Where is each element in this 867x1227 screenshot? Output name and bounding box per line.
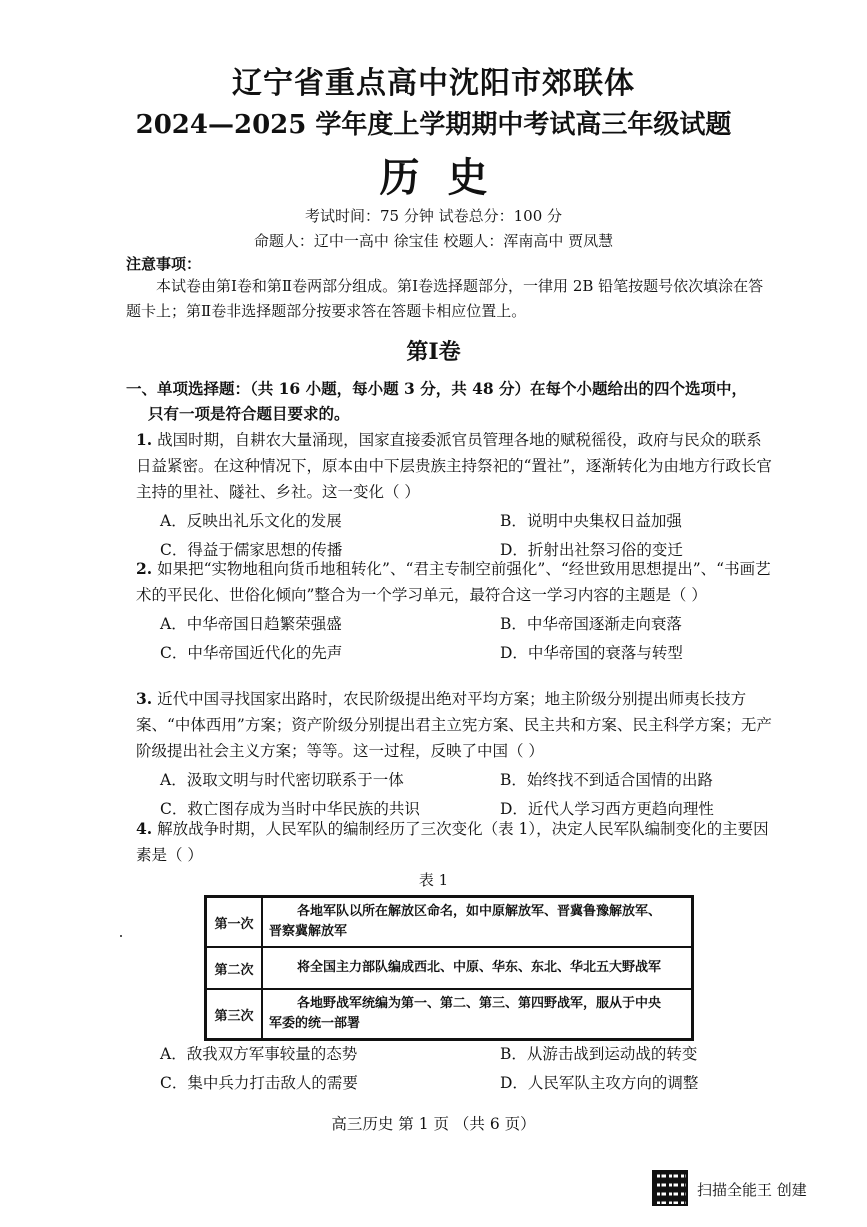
option-b: B．中华帝国逐渐走向衰落 — [500, 615, 682, 633]
question-text: 近代中国寻找国家出路时，农民阶级提出绝对平均方案；地主阶级分别提出师夷长技方案、“中体西用”方案；资产阶级分别提出君主立宪方案、民主共和方案、民主科学方案；无产阶级提出社会主义方案；等等。这一过程，反映了中国（ ） — [136, 690, 772, 760]
exam-term-title: 2024—2025 学年度上学期期中考试高三年级试题 — [135, 110, 732, 140]
question-4-options — [136, 1038, 776, 1096]
question-text: 如果把“实物地租向货币地租转化”、“君主专制空前强化”、“经世致用思想提出”、“书画艺术的平民化、世俗化倾向”整合为一个学习单元，最符合这一学习内容的主题是（ ） — [136, 560, 771, 604]
volume-title: 第Ⅰ卷 — [406, 339, 461, 365]
option-c: C．集中兵力打击敌人的需要 — [160, 1074, 358, 1092]
table-row — [206, 947, 693, 989]
question-stem — [136, 556, 776, 608]
question-number: 2. — [136, 559, 153, 578]
option-c: C．得益于儒家思想的传播 — [160, 541, 343, 559]
option-d: D．中华帝国的衰落与转型 — [500, 644, 683, 662]
table-row-header: 第二次 — [206, 947, 263, 989]
scanner-watermark: 扫描全能王 创建 — [697, 1181, 807, 1199]
options — [136, 611, 776, 666]
question-2 — [136, 556, 776, 666]
options — [136, 767, 776, 822]
question-number: 3. — [136, 689, 153, 708]
exam-alliance-title: 辽宁省重点高中沈阳市郊联体 — [232, 66, 635, 101]
table-cell-line: 各地军队以所在解放区命名，如中原解放军、晋冀鲁豫解放军、 — [297, 904, 662, 919]
option-a: A．汲取文明与时代密切联系于一体 — [160, 771, 404, 789]
table-row-header: 第三次 — [206, 989, 263, 1040]
option-a: A．中华帝国日趋繁荣强盛 — [160, 615, 342, 633]
section-heading-line2: 只有一项是符合题目要求的。 — [148, 404, 350, 423]
question-4 — [136, 816, 776, 868]
option-c: C．救亡图存成为当时中华民族的共识 — [160, 800, 420, 818]
options — [136, 508, 776, 563]
qr-code-icon — [652, 1170, 688, 1206]
option-b: B．说明中央集权日益加强 — [500, 512, 682, 530]
question-stem — [136, 816, 776, 868]
question-stem — [136, 686, 776, 764]
table-row — [206, 989, 693, 1040]
question-1 — [136, 427, 776, 563]
table-cell-line: 各地野战军统编为第一、第二、第三、第四野战军，服从于中央 — [297, 996, 662, 1011]
table-cell — [262, 947, 693, 989]
section-heading-line1: 一、单项选择题：（共 16 小题，每小题 3 分，共 48 分）在每个小题给出的四个选项中， — [126, 379, 748, 398]
option-b: B．从游击战到运动战的转变 — [500, 1045, 698, 1063]
question-text: 战国时期，自耕农大量涌现，国家直接委派官员管理各地的赋税徭役，政府与民众的联系日益紧密。在这种情况下，原本由中下层贵族主持祭祀的“置社”，逐渐转化为由地方行政长官主持的里社、隧社、乡社。这一变化（ ） — [136, 431, 772, 501]
option-a: A．反映出礼乐文化的发展 — [160, 512, 342, 530]
subject-title: 历史 — [379, 154, 516, 201]
table-cell — [262, 897, 693, 948]
table-cell — [262, 989, 693, 1040]
option-b: B．始终找不到适合国情的出路 — [500, 771, 713, 789]
question-text: 解放战争时期，人民军队的编制经历了三次变化（表 1），决定人民军队编制变化的主要因素是（ ） — [136, 820, 769, 864]
option-c: C．中华帝国近代化的先声 — [160, 644, 343, 662]
options — [136, 1041, 776, 1096]
exam-authors: 命题人：辽中一高中 徐宝佳 校题人：浑南高中 贾凤慧 — [253, 232, 614, 250]
option-d: D．近代人学习西方更趋向理性 — [500, 800, 714, 818]
table-cell-line: 军委的统一部署 — [269, 1016, 361, 1031]
option-a: A．敌我双方军事较量的态势 — [160, 1045, 358, 1063]
question-number: 4. — [136, 819, 153, 838]
question-number: 1. — [136, 430, 153, 449]
army-organization-table — [204, 895, 694, 1041]
scan-speck — [120, 935, 122, 937]
section-heading — [126, 376, 776, 426]
table-cell-line: 晋察冀解放军 — [269, 924, 348, 939]
notice-title: 注意事项： — [126, 255, 202, 273]
question-stem — [136, 427, 776, 505]
option-d: D．折射出社祭习俗的变迁 — [500, 541, 683, 559]
exam-time-score: 考试时间：75 分钟 试卷总分：100 分 — [304, 207, 563, 225]
table-row — [206, 897, 693, 948]
table-row-header: 第一次 — [206, 897, 263, 948]
question-3 — [136, 686, 776, 822]
table-cell-line: 将全国主力部队编成西北、中原、华东、东北、华北五大野战军 — [297, 960, 662, 975]
option-d: D．人民军队主攻方向的调整 — [500, 1074, 699, 1092]
table-caption: 表 1 — [418, 871, 449, 889]
notice-body: 本试卷由第Ⅰ卷和第Ⅱ卷两部分组成。第Ⅰ卷选择题部分，一律用 2B 铅笔按题号依次填涂在答题卡上；第Ⅱ卷非选择题部分按要求答在答题卡相应位置上。 — [126, 277, 764, 320]
page-footer: 高三历史 第 1 页 （共 6 页） — [331, 1115, 536, 1133]
